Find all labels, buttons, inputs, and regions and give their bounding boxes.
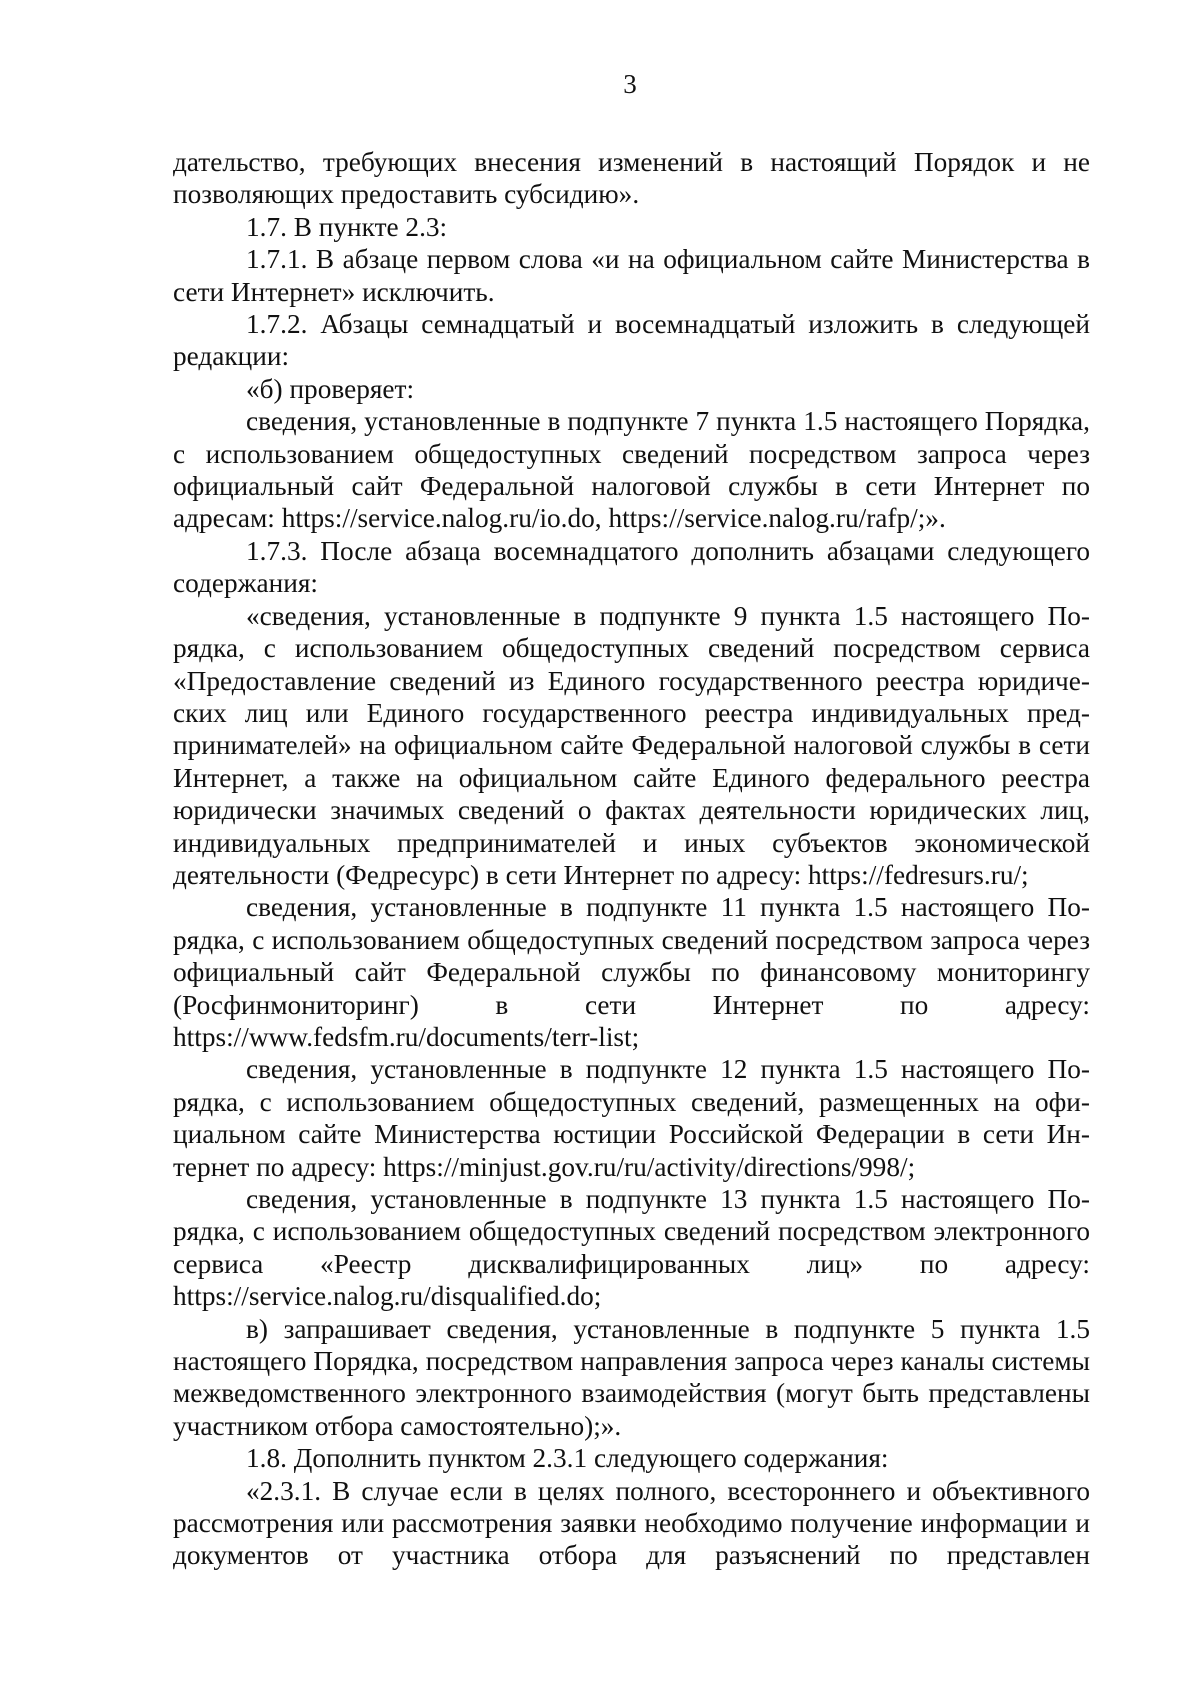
paragraph: сведения, установленные в подпункте 12 пункта 1.5 настоящего Порядка, с использованием общедоступных сведений, размещенных на официальном сайте Министерства юстиции Российской Федерации в сети Интернет по адресу: https://minjust.gov.ru/ru/activity/directions/998/; (173, 1054, 1090, 1182)
paragraph: «2.3.1. В случае если в целях полного, всестороннего и объективного рассмотрения или рассмотрения заявки необходимо получение информации и документов от участника отбора для разъяснений по представлен (173, 1475, 1090, 1571)
paragraph: 1.7.2. Абзацы семнадцатый и восемнадцатый изложить в следующей редакции: (173, 309, 1090, 372)
page-number: 3 (623, 69, 637, 99)
paragraph: дательство, требующих внесения изменений в настоящий Порядок и не позволяющих предоставить субсидию». (173, 147, 1090, 210)
paragraph: «б) проверяет: (246, 373, 415, 404)
paragraph: сведения, установленные в подпункте 13 пункта 1.5 настоящего Порядка, с использованием общедоступных сведений посредством электронного сервиса «Реестр дисквалифицированных лиц» по адресу: https://service.nalog.ru/disqualified.do; (173, 1184, 1090, 1312)
paragraph: «сведения, установленные в подпункте 9 пункта 1.5 настоящего Порядка, с использованием общедоступных сведений посредством сервиса «Предоставление сведений из Единого государственного реестра юридических лиц или Единого государственного реестра индивидуальных предпринимателей» на официальном сайте Федеральной налоговой службы в сети Интернет, а также на официальном сайте Единого федерального реестра юридически значимых сведений о фактах деятельности юридических лиц, индивидуальных предпринимателей и иных субъектов экономической деятельности (Федресурс) в сети Интернет по адресу: https://fedresurs.ru/; (173, 600, 1090, 890)
paragraph: 1.7.1. В абзаце первом слова «и на официальном сайте Министерства в сети Интернет» исключить. (173, 244, 1090, 307)
paragraph: в) запрашивает сведения, установленные в подпункте 5 пункта 1.5 настоящего Порядка, посредством направления запроса через каналы системы межведомственного электронного взаимодействия (могут быть представлены участником отбора самостоятельно);». (173, 1313, 1090, 1441)
paragraph: сведения, установленные в подпункте 7 пункта 1.5 настоящего Порядка, с использованием общедоступных сведений посредством запроса через официальный сайт Федеральной налоговой службы в сети Интернет по адресам: https://service.nalog.ru/io.do, https://service.nalog.ru/rafp/;». (173, 406, 1090, 534)
paragraph: 1.8. Дополнить пунктом 2.3.1 следующего содержания: (246, 1443, 889, 1474)
paragraph: 1.7.3. После абзаца восемнадцатого дополнить абзацами следующего содержания: (173, 535, 1090, 599)
paragraph: сведения, установленные в подпункте 11 пункта 1.5 настоящего Порядка, с использованием общедоступных сведений посредством запроса через официальный сайт Федеральной службы по финансовому мониторингу (Росфинмониторинг) в сети Интернет по адресу: https://www.fedsfm.ru/documents/terr-list; (173, 892, 1090, 1052)
paragraph: 1.7. В пункте 2.3: (246, 211, 448, 242)
document-body (173, 146, 1090, 1572)
